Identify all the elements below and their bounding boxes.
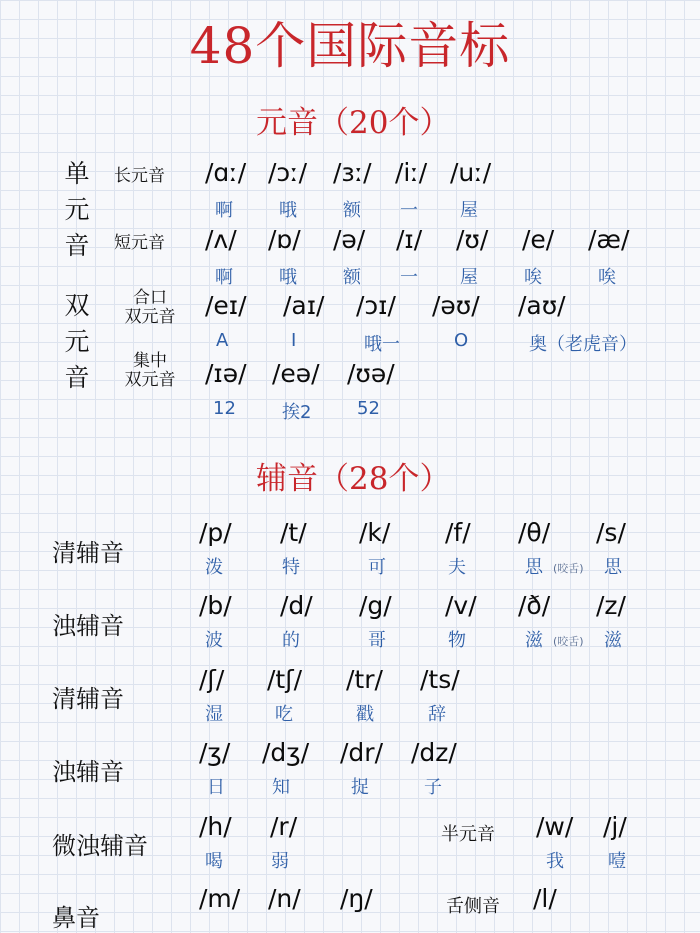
ipa-symbol: /ɔː/ bbox=[268, 158, 308, 187]
ipa-symbol: /t/ bbox=[280, 518, 307, 547]
pronunciation-hint: 一 bbox=[400, 200, 418, 221]
pronunciation-hint: 的 bbox=[282, 630, 300, 651]
ipa-symbol: /h/ bbox=[199, 812, 232, 841]
diphthong-label bbox=[62, 288, 92, 396]
pronunciation-hint: 唉 bbox=[598, 267, 616, 288]
ipa-symbol: /l/ bbox=[533, 884, 557, 913]
pronunciation-hint: 夫 bbox=[448, 557, 466, 578]
ipa-symbol: /aɪ/ bbox=[283, 291, 325, 320]
pronunciation-hint: 思 bbox=[604, 557, 622, 578]
tongue-note: (咬舌) bbox=[553, 562, 584, 575]
diphthong-label-char: 双 bbox=[64, 291, 90, 320]
pronunciation-hint: 滋 bbox=[604, 630, 622, 651]
ipa-symbol: /ð/ bbox=[518, 591, 551, 620]
ipa-symbol: /g/ bbox=[359, 591, 392, 620]
ipa-symbol: /ʃ/ bbox=[199, 665, 225, 694]
pronunciation-hint: 12 bbox=[213, 398, 236, 419]
pronunciation-hint: 哦 bbox=[279, 200, 297, 221]
ipa-symbol: /d/ bbox=[280, 591, 313, 620]
ipa-symbol: /iː/ bbox=[395, 158, 428, 187]
ipa-symbol: /ɪə/ bbox=[205, 359, 247, 388]
closing-diphthong-label-line: 双元音 bbox=[124, 307, 176, 327]
pronunciation-hint: I bbox=[291, 330, 297, 351]
ipa-symbol: /æ/ bbox=[588, 225, 630, 254]
pronunciation-hint: 挨2 bbox=[282, 402, 312, 423]
ipa-symbol: /tr/ bbox=[346, 665, 383, 694]
pronunciation-hint: 日 bbox=[207, 777, 225, 798]
pronunciation-hint: 可 bbox=[368, 557, 386, 578]
pronunciation-hint: 喝 bbox=[205, 851, 223, 872]
ipa-symbol: /ə/ bbox=[333, 225, 366, 254]
pronunciation-hint: 辞 bbox=[428, 704, 446, 725]
ipa-symbol: /ɜː/ bbox=[333, 158, 372, 187]
ipa-symbol: /z/ bbox=[596, 591, 626, 620]
pronunciation-hint: 52 bbox=[357, 398, 380, 419]
ipa-symbol: /θ/ bbox=[518, 518, 551, 547]
short-vowel-label: 短元音 bbox=[114, 233, 165, 253]
ipa-symbol: /r/ bbox=[270, 812, 298, 841]
pronunciation-hint: 戳 bbox=[356, 704, 374, 725]
pronunciation-hint: 屋 bbox=[460, 200, 478, 221]
ipa-symbol: /aʊ/ bbox=[518, 291, 566, 320]
ipa-symbol: /f/ bbox=[445, 518, 471, 547]
pronunciation-hint: 一 bbox=[400, 267, 418, 288]
ipa-symbol: /b/ bbox=[199, 591, 232, 620]
ipa-symbol: /w/ bbox=[536, 812, 574, 841]
ipa-symbol: /ts/ bbox=[420, 665, 460, 694]
ipa-symbol: /eɪ/ bbox=[205, 291, 247, 320]
monophthong-label-char: 元 bbox=[64, 195, 90, 224]
pronunciation-hint: 弱 bbox=[271, 851, 289, 872]
ipa-symbol: /dz/ bbox=[411, 738, 457, 767]
ipa-symbol: /v/ bbox=[445, 591, 477, 620]
pronunciation-hint: 奥（老虎音） bbox=[529, 334, 637, 355]
pronunciation-hint: 我 bbox=[546, 851, 564, 872]
page-title: 48个国际音标 bbox=[189, 17, 511, 75]
row-label: 鼻音 bbox=[52, 904, 100, 932]
ipa-symbol: /ʌ/ bbox=[205, 225, 237, 254]
centering-diphthong-label bbox=[114, 352, 186, 390]
ipa-symbol: /ɪ/ bbox=[396, 225, 423, 254]
ipa-symbol: /m/ bbox=[199, 884, 241, 913]
pronunciation-hint: 子 bbox=[424, 777, 442, 798]
vowels-heading: 元音（20个） bbox=[256, 105, 451, 141]
pronunciation-hint: 啊 bbox=[215, 267, 233, 288]
ipa-symbol: /k/ bbox=[359, 518, 391, 547]
long-vowel-label: 长元音 bbox=[114, 166, 165, 186]
row-label: 浊辅音 bbox=[52, 758, 124, 786]
pronunciation-hint: 哦一 bbox=[364, 334, 400, 355]
diphthong-label-char: 音 bbox=[64, 363, 90, 392]
ipa-symbol: /dʒ/ bbox=[262, 738, 310, 767]
centering-diphthong-label-line: 集中 bbox=[133, 351, 167, 371]
ipa-symbol: /dr/ bbox=[340, 738, 383, 767]
semi-vowel-label: 半元音 bbox=[441, 824, 495, 845]
ipa-symbol: /ŋ/ bbox=[340, 884, 373, 913]
ipa-symbol: /n/ bbox=[268, 884, 301, 913]
ipa-symbol: /eə/ bbox=[272, 359, 320, 388]
row-label: 浊辅音 bbox=[52, 612, 124, 640]
pronunciation-hint: O bbox=[454, 330, 469, 351]
ipa-symbol: /tʃ/ bbox=[267, 665, 303, 694]
pronunciation-hint: 屋 bbox=[460, 267, 478, 288]
ipa-symbol: /uː/ bbox=[450, 158, 492, 187]
pronunciation-hint: 额 bbox=[343, 200, 361, 221]
diphthong-label-char: 元 bbox=[64, 327, 90, 356]
pronunciation-hint: 哦 bbox=[279, 267, 297, 288]
lateral-label: 舌侧音 bbox=[446, 896, 500, 917]
pronunciation-hint: 唉 bbox=[524, 267, 542, 288]
ipa-symbol: /ɑː/ bbox=[205, 158, 247, 187]
ipa-symbol: /ʒ/ bbox=[199, 738, 231, 767]
pronunciation-hint: 哥 bbox=[368, 630, 386, 651]
pronunciation-hint: 吃 bbox=[275, 704, 293, 725]
closing-diphthong-label bbox=[114, 289, 186, 327]
row-label: 清辅音 bbox=[52, 539, 124, 567]
pronunciation-hint: A bbox=[216, 330, 229, 351]
monophthong-label-char: 单 bbox=[64, 159, 90, 188]
pronunciation-hint: 物 bbox=[448, 630, 466, 651]
ipa-symbol: /p/ bbox=[199, 518, 232, 547]
monophthong-label-char: 音 bbox=[64, 231, 90, 260]
pronunciation-hint: 思 bbox=[525, 557, 543, 578]
pronunciation-hint: 波 bbox=[205, 630, 223, 651]
pronunciation-hint: 捉 bbox=[351, 777, 369, 798]
ipa-symbol: /s/ bbox=[596, 518, 626, 547]
pronunciation-hint: 啊 bbox=[215, 200, 233, 221]
ipa-symbol: /j/ bbox=[603, 812, 627, 841]
pronunciation-hint: 额 bbox=[343, 267, 361, 288]
ipa-symbol: /əʊ/ bbox=[432, 291, 480, 320]
monophthong-label bbox=[62, 156, 92, 264]
tongue-note: (咬舌) bbox=[553, 635, 584, 648]
ipa-symbol: /ʊə/ bbox=[347, 359, 395, 388]
pronunciation-hint: 特 bbox=[282, 557, 300, 578]
pronunciation-hint: 滋 bbox=[525, 630, 543, 651]
closing-diphthong-label-line: 合口 bbox=[133, 288, 167, 308]
consonants-heading: 辅音（28个） bbox=[256, 461, 451, 497]
ipa-symbol: /e/ bbox=[522, 225, 555, 254]
row-label: 微浊辅音 bbox=[52, 832, 148, 860]
ipa-symbol: /ɔɪ/ bbox=[356, 291, 396, 320]
centering-diphthong-label-line: 双元音 bbox=[124, 370, 176, 390]
pronunciation-hint: 知 bbox=[272, 777, 290, 798]
row-label: 清辅音 bbox=[52, 685, 124, 713]
pronunciation-hint: 泼 bbox=[205, 557, 223, 578]
pronunciation-hint: 噎 bbox=[608, 851, 626, 872]
ipa-symbol: /ɒ/ bbox=[268, 225, 301, 254]
pronunciation-hint: 湿 bbox=[205, 704, 223, 725]
ipa-symbol: /ʊ/ bbox=[456, 225, 489, 254]
